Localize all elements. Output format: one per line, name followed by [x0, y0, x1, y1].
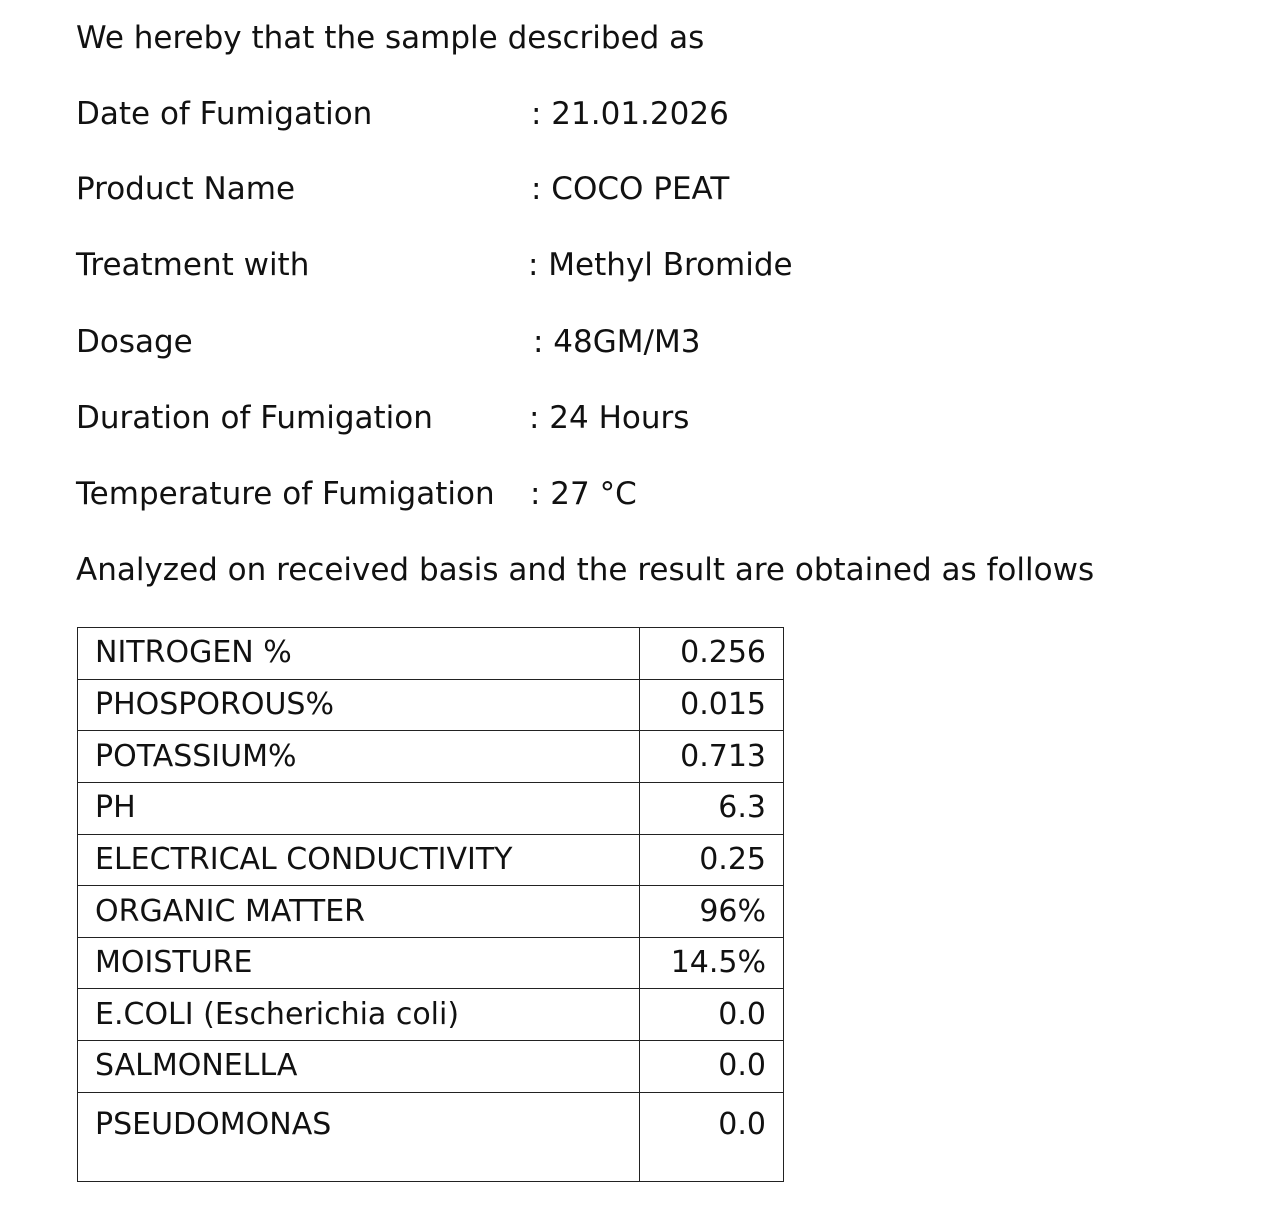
value-cell: 0.015	[640, 679, 784, 731]
table-row	[78, 989, 784, 1041]
field-row-treatment-with	[76, 243, 1176, 287]
value-cell: 0.0	[640, 989, 784, 1041]
field-value: : 48GM/M3	[533, 324, 701, 360]
value-cell: 0.256	[640, 628, 784, 680]
value-cell: 0.25	[640, 834, 784, 886]
field-label: Duration of Fumigation	[76, 400, 433, 436]
field-row-product-name	[76, 167, 1176, 211]
value-cell: 0.0	[640, 1092, 784, 1181]
field-label: Product Name	[76, 171, 296, 207]
analyzed-text: Analyzed on received basis and the result are obtained as follows	[76, 552, 1095, 588]
value-cell: 6.3	[640, 782, 784, 834]
parameter-cell: PHOSPOROUS%	[78, 679, 640, 731]
parameter-cell: SALMONELLA	[78, 1041, 640, 1093]
intro-text: We hereby that the sample described as	[76, 20, 705, 56]
parameter-cell: NITROGEN %	[78, 628, 640, 680]
table-row	[78, 679, 784, 731]
table-row	[78, 731, 784, 783]
field-row-duration-of-fumigation	[76, 396, 1176, 440]
table-row	[78, 628, 784, 680]
field-value: : COCO PEAT	[531, 171, 730, 207]
table-row	[78, 1041, 784, 1093]
parameter-cell: MOISTURE	[78, 937, 640, 989]
value-cell: 0.0	[640, 1041, 784, 1093]
table-row	[78, 834, 784, 886]
field-value: : 24 Hours	[529, 400, 690, 436]
field-value: : 27 °C	[530, 476, 637, 512]
parameter-cell: PH	[78, 782, 640, 834]
field-row-dosage	[76, 320, 1176, 364]
field-label: Dosage	[76, 324, 193, 360]
table-row	[78, 937, 784, 989]
parameter-cell: ORGANIC MATTER	[78, 886, 640, 938]
field-value: : 21.01.2026	[531, 96, 729, 132]
parameter-cell: ELECTRICAL CONDUCTIVITY	[78, 834, 640, 886]
parameter-cell: POTASSIUM%	[78, 731, 640, 783]
value-cell: 0.713	[640, 731, 784, 783]
field-row-date-of-fumigation	[76, 92, 1176, 136]
table-row	[78, 886, 784, 938]
value-cell: 14.5%	[640, 937, 784, 989]
results-table	[77, 627, 784, 1182]
field-label: Temperature of Fumigation	[76, 476, 495, 512]
parameter-cell: E.COLI (Escherichia coli)	[78, 989, 640, 1041]
field-value: : Methyl Bromide	[528, 247, 793, 283]
field-label: Date of Fumigation	[76, 96, 373, 132]
table-row	[78, 782, 784, 834]
parameter-cell: PSEUDOMONAS	[78, 1092, 640, 1181]
field-label: Treatment with	[76, 247, 310, 283]
value-cell: 96%	[640, 886, 784, 938]
field-row-temperature-of-fumigation	[76, 472, 1176, 516]
table-row	[78, 1092, 784, 1181]
